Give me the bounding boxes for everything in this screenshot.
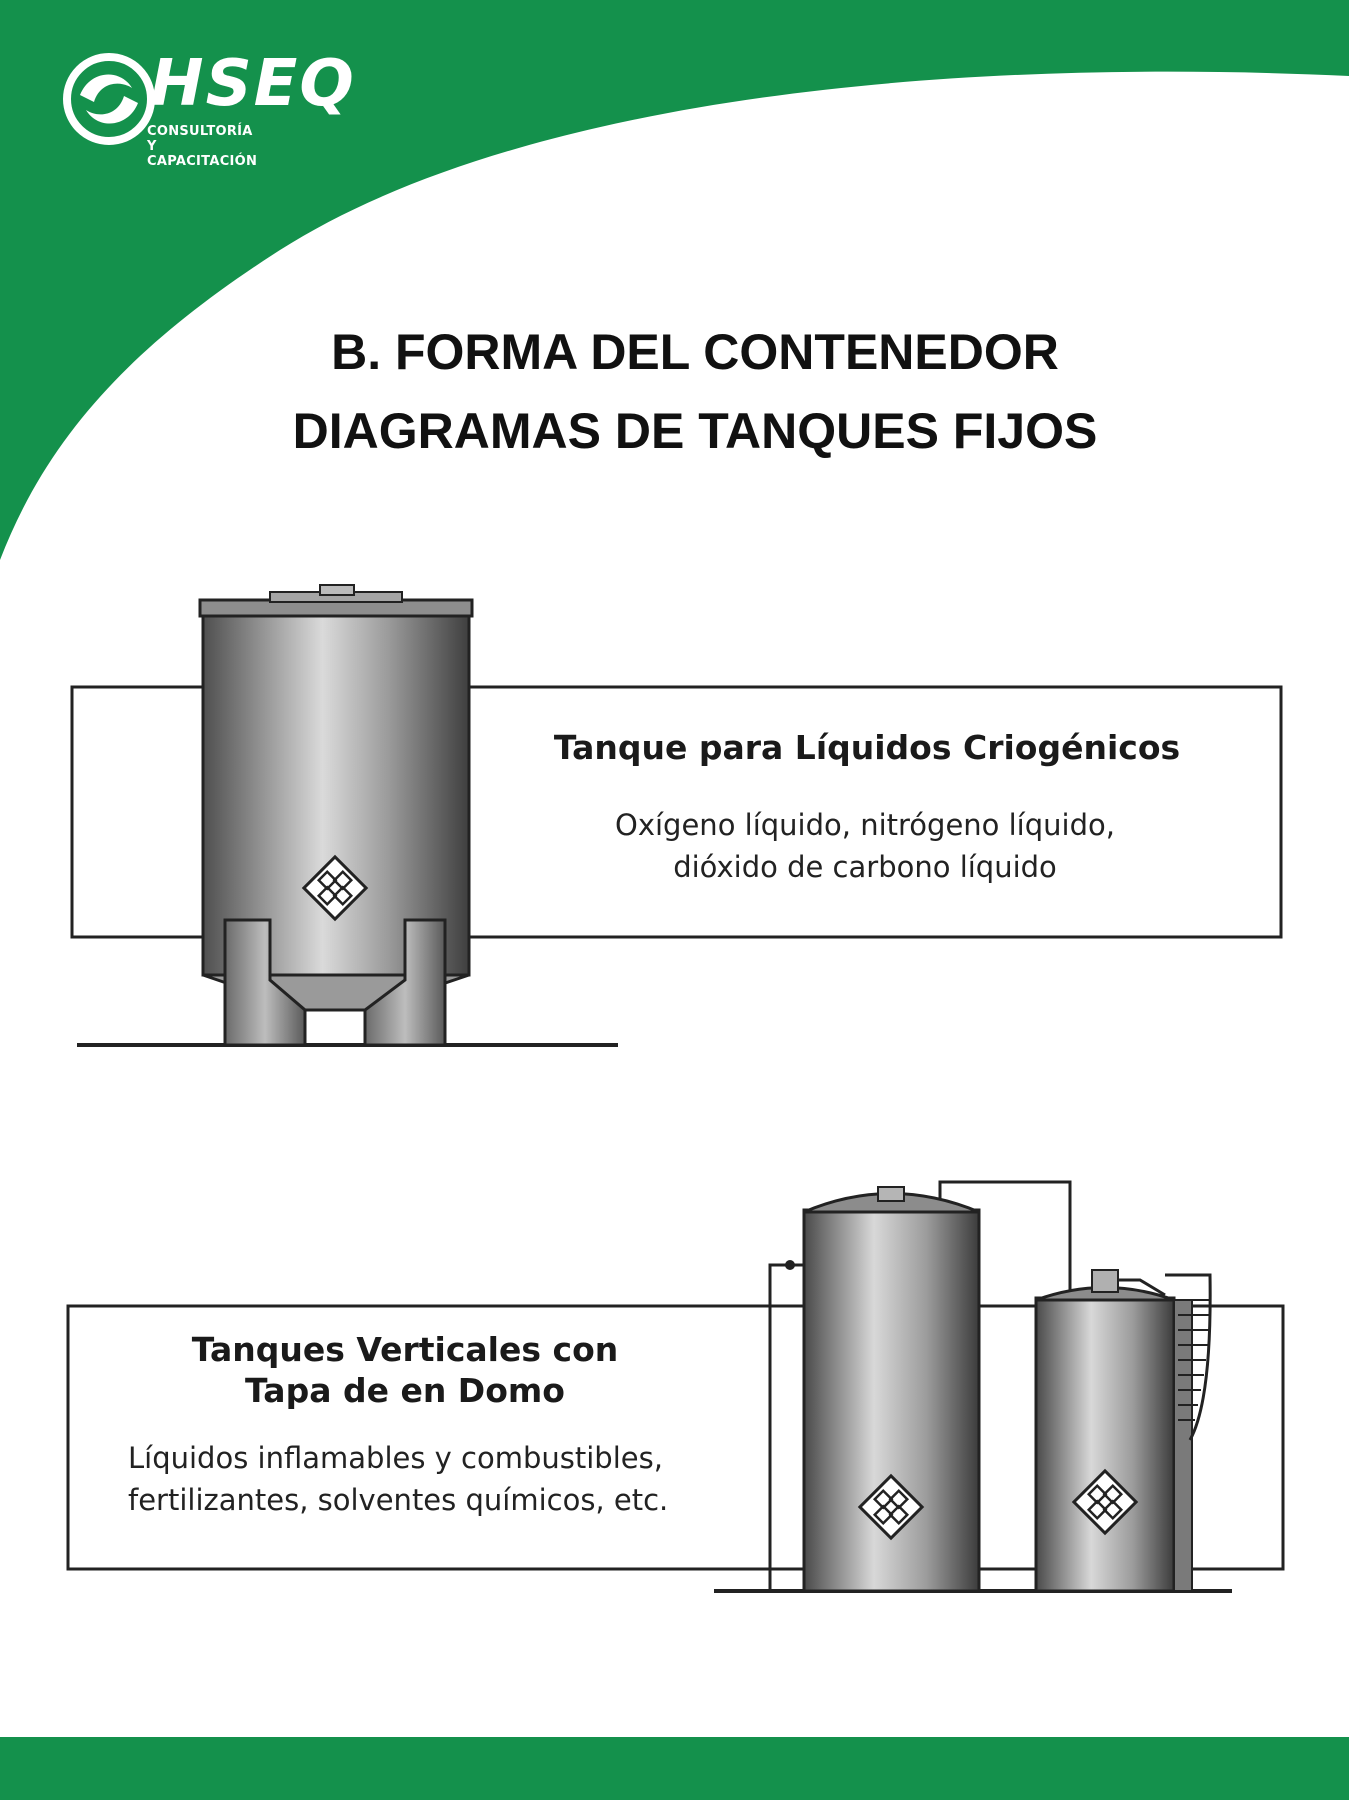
page-subtitle: DIAGRAMAS DE TANQUES FIJOS: [292, 403, 1098, 459]
vertical-title-line-1: Tanques Verticales con: [191, 1330, 619, 1369]
page-title: B. FORMA DEL CONTENEDOR: [331, 324, 1059, 380]
logo-tagline: CONSULTORÍA Y CAPACITACIÓN: [147, 124, 258, 169]
vertical-title-line-2: Tapa de en Domo: [245, 1371, 565, 1411]
logo-swirl-icon: [60, 50, 158, 148]
footer-band: [0, 1737, 1349, 1800]
cryogenic-tank-title: Tanque para Líquidos Criogénicos: [553, 728, 1181, 767]
vertical-tanks-description: [128, 1437, 758, 1521]
vertical-tanks-title: [90, 1329, 720, 1412]
cryogenic-tank-description: [520, 804, 1210, 888]
vertical-desc-line-1: Líquidos inflamables y combustibles,: [128, 1441, 663, 1475]
small-dome-tank: [1036, 1298, 1174, 1591]
vertical-desc-line-2: fertilizantes, solventes químicos, etc.: [128, 1483, 669, 1518]
cryogenic-desc-line-1: Oxígeno líquido, nitrógeno líquido,: [615, 808, 1115, 842]
logo-brand: HSEQ: [150, 47, 356, 121]
cryogenic-desc-line-2: dióxido de carbono líquido: [673, 850, 1057, 885]
